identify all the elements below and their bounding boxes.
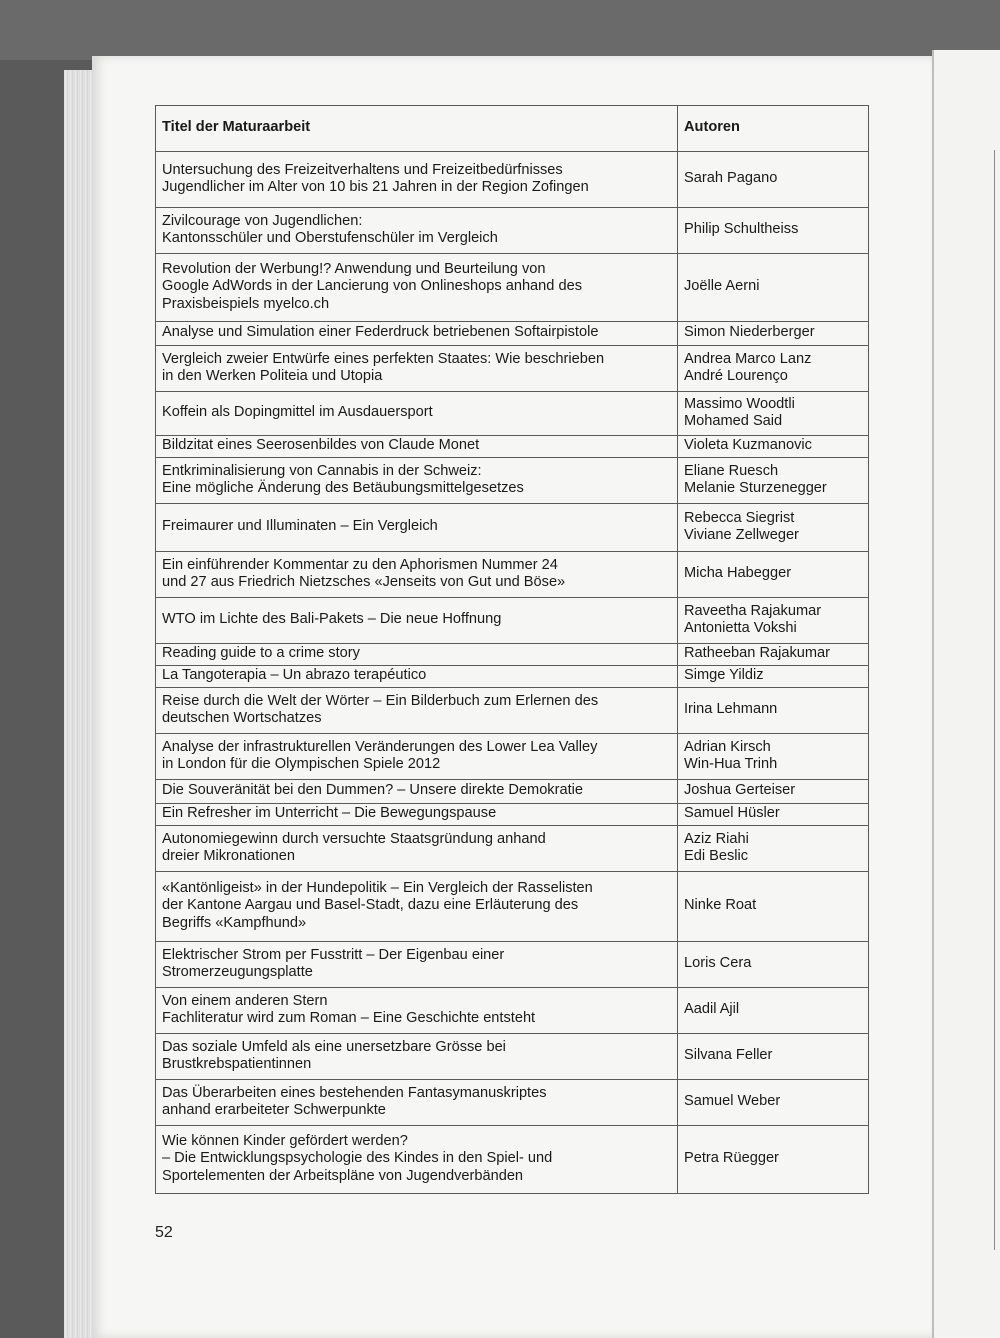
thesis-authors: Eliane Ruesch Melanie Sturzenegger — [678, 458, 869, 504]
header-authors: Autoren — [678, 106, 869, 152]
thesis-authors: Rebecca Siegrist Viviane Zellweger — [678, 504, 869, 552]
thesis-authors: Petra Rüegger — [678, 1126, 869, 1194]
thesis-authors: Ratheeban Rajakumar — [678, 644, 869, 666]
thesis-authors: Raveetha Rajakumar Antonietta Vokshi — [678, 598, 869, 644]
table-header-row — [156, 106, 869, 152]
thesis-title: Bildzitat eines Seerosenbildes von Claude Monet — [156, 436, 678, 458]
thesis-authors: Ninke Roat — [678, 872, 869, 942]
page-edges — [64, 70, 94, 1338]
thesis-title: Analyse und Simulation einer Federdruck betriebenen Softairpistole — [156, 322, 678, 346]
thesis-authors: Joshua Gerteiser — [678, 780, 869, 804]
table-row — [156, 598, 869, 644]
thesis-title: Ein Refresher im Unterricht – Die Bewegungspause — [156, 804, 678, 826]
thesis-authors: Philip Schultheiss — [678, 208, 869, 254]
table-row — [156, 254, 869, 322]
thesis-title: Das soziale Umfeld als eine unersetzbare Grösse bei Brustkrebspatientinnen — [156, 1034, 678, 1080]
thesis-authors: Aadil Ajil — [678, 988, 869, 1034]
scanner-background — [0, 0, 1000, 60]
table-row — [156, 988, 869, 1034]
thesis-title: Revolution der Werbung!? Anwendung und Beurteilung von Google AdWords in der Lancierung von Onlineshops anhand des Praxisbeispiels myelco.ch — [156, 254, 678, 322]
table-row — [156, 826, 869, 872]
thesis-authors: Simge Yildiz — [678, 666, 869, 688]
thesis-title: Ein einführender Kommentar zu den Aphorismen Nummer 24 und 27 aus Friedrich Nietzsches «Jenseits von Gut und Böse» — [156, 552, 678, 598]
facing-page — [932, 50, 1000, 1338]
thesis-authors: Irina Lehmann — [678, 688, 869, 734]
thesis-authors: Samuel Weber — [678, 1080, 869, 1126]
table-row — [156, 504, 869, 552]
table-row — [156, 734, 869, 780]
table-row — [156, 644, 869, 666]
thesis-authors: Micha Habegger — [678, 552, 869, 598]
table-row — [156, 552, 869, 598]
table-row — [156, 346, 869, 392]
thesis-authors: Loris Cera — [678, 942, 869, 988]
table-row — [156, 780, 869, 804]
table-row — [156, 1080, 869, 1126]
thesis-title: Die Souveränität bei den Dummen? – Unsere direkte Demokratie — [156, 780, 678, 804]
thesis-title: Untersuchung des Freizeitverhaltens und Freizeitbedürfnisses Jugendlicher im Alter von 10 bis 21 Jahren in der Region Zofingen — [156, 152, 678, 208]
thesis-title: Freimaurer und Illuminaten – Ein Vergleich — [156, 504, 678, 552]
table-row — [156, 322, 869, 346]
thesis-title: Das Überarbeiten eines bestehenden Fantasymanuskriptes anhand erarbeiteter Schwerpunkte — [156, 1080, 678, 1126]
thesis-title: Elektrischer Strom per Fusstritt – Der Eigenbau einer Stromerzeugungsplatte — [156, 942, 678, 988]
thesis-title: Reading guide to a crime story — [156, 644, 678, 666]
thesis-authors: Samuel Hüsler — [678, 804, 869, 826]
table-row — [156, 872, 869, 942]
thesis-title: Reise durch die Welt der Wörter – Ein Bilderbuch zum Erlernen des deutschen Wortschatzes — [156, 688, 678, 734]
table-row — [156, 152, 869, 208]
thesis-authors: Silvana Feller — [678, 1034, 869, 1080]
thesis-authors: Joëlle Aerni — [678, 254, 869, 322]
thesis-title: Von einem anderen Stern Fachliteratur wird zum Roman – Eine Geschichte entsteht — [156, 988, 678, 1034]
table-row — [156, 804, 869, 826]
thesis-title: WTO im Lichte des Bali-Pakets – Die neue Hoffnung — [156, 598, 678, 644]
thesis-authors: Simon Niederberger — [678, 322, 869, 346]
table-row — [156, 436, 869, 458]
thesis-authors: Adrian Kirsch Win-Hua Trinh — [678, 734, 869, 780]
thesis-title: La Tangoterapia – Un abrazo terapéutico — [156, 666, 678, 688]
thesis-authors: Aziz Riahi Edi Beslic — [678, 826, 869, 872]
page-number: 52 — [155, 1224, 173, 1241]
thesis-authors: Sarah Pagano — [678, 152, 869, 208]
thesis-title: «Kantönligeist» in der Hundepolitik – Ein Vergleich der Rasselisten der Kantone Aargau und Basel-Stadt, dazu eine Erläuterung des Begriffs «Kampfhund» — [156, 872, 678, 942]
thesis-authors: Andrea Marco Lanz André Lourenço — [678, 346, 869, 392]
table-row — [156, 392, 869, 436]
thesis-authors: Violeta Kuzmanovic — [678, 436, 869, 458]
thesis-title: Zivilcourage von Jugendlichen: Kantonsschüler und Oberstufenschüler im Vergleich — [156, 208, 678, 254]
thesis-title: Koffein als Dopingmittel im Ausdauersport — [156, 392, 678, 436]
thesis-title: Autonomiegewinn durch versuchte Staatsgründung anhand dreier Mikronationen — [156, 826, 678, 872]
table-row — [156, 1126, 869, 1194]
table-row — [156, 1034, 869, 1080]
page-margin-rule — [994, 150, 995, 1250]
thesis-title: Wie können Kinder gefördert werden? – Die Entwicklungspsychologie des Kindes in den Spiel- und Sportelementen der Arbeitspläne von Jugendverbänden — [156, 1126, 678, 1194]
table-row — [156, 666, 869, 688]
table-row — [156, 688, 869, 734]
thesis-title: Analyse der infrastrukturellen Veränderungen des Lower Lea Valley in London für die Olympischen Spiele 2012 — [156, 734, 678, 780]
thesis-authors: Massimo Woodtli Mohamed Said — [678, 392, 869, 436]
header-title: Titel der Maturaarbeit — [156, 106, 678, 152]
table-row — [156, 942, 869, 988]
thesis-title: Entkriminalisierung von Cannabis in der Schweiz: Eine mögliche Änderung des Betäubungsmittelgesetzes — [156, 458, 678, 504]
table-row — [156, 208, 869, 254]
thesis-title: Vergleich zweier Entwürfe eines perfekten Staates: Wie beschrieben in den Werken Politeia und Utopia — [156, 346, 678, 392]
table-row — [156, 458, 869, 504]
thesis-table — [155, 105, 869, 1194]
